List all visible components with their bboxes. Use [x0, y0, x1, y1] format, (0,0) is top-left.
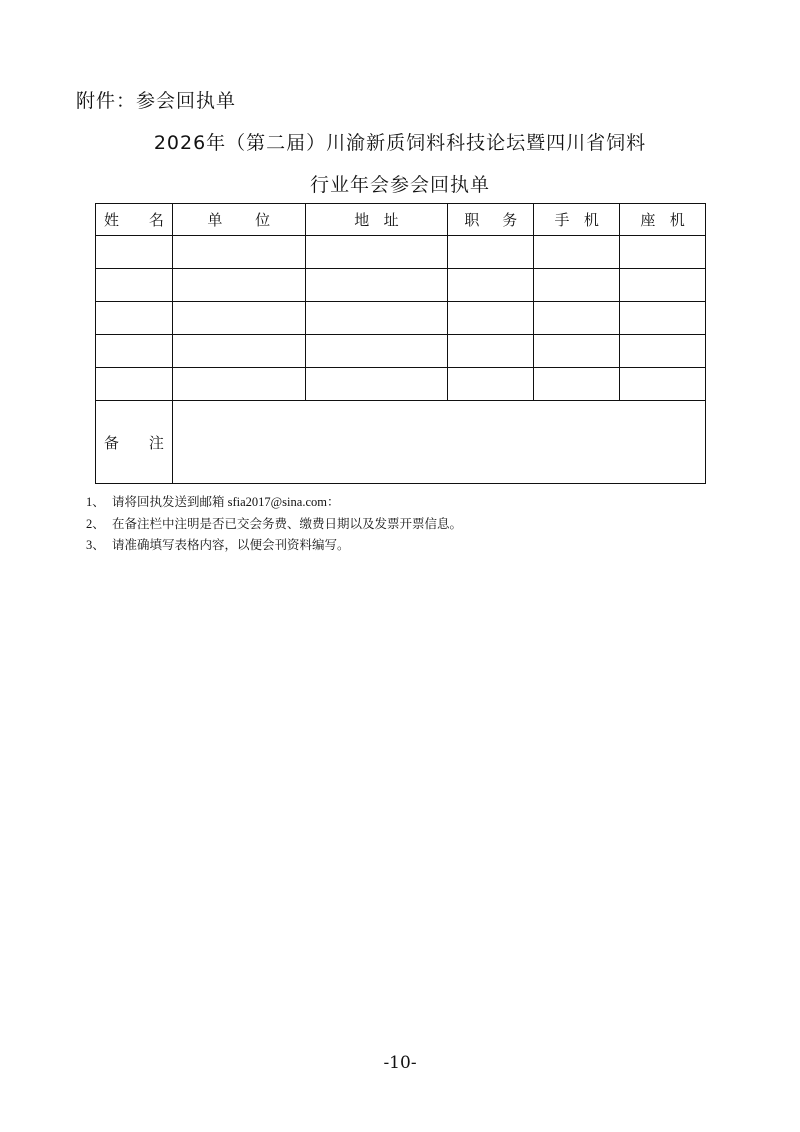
- form-title-line-2: 行业年会参会回执单: [309, 174, 490, 196]
- table-row: [96, 302, 706, 335]
- cell-address[interactable]: [305, 269, 448, 302]
- header-address: 地 址: [305, 204, 448, 236]
- form-title-line-1: 2026年（第二届）川渝新质饲料科技论坛暨四川省饲料: [153, 132, 647, 154]
- cell-organization[interactable]: [172, 368, 305, 401]
- cell-position[interactable]: [448, 368, 534, 401]
- cell-address[interactable]: [305, 236, 448, 269]
- cell-name[interactable]: [96, 269, 173, 302]
- note-item: 2、 在备注栏中注明是否已交会务费、缴费日期以及发票开票信息。: [86, 516, 463, 531]
- cell-name[interactable]: [96, 368, 173, 401]
- table-row: [96, 368, 706, 401]
- table-row: [96, 269, 706, 302]
- cell-mobile[interactable]: [534, 236, 620, 269]
- remark-row: [96, 401, 706, 484]
- cell-organization[interactable]: [172, 236, 305, 269]
- header-position: 职 务: [448, 204, 534, 236]
- table-header-row: [96, 204, 706, 236]
- header-name: 姓 名: [96, 204, 173, 236]
- cell-position[interactable]: [448, 302, 534, 335]
- cell-address[interactable]: [305, 335, 448, 368]
- cell-organization[interactable]: [172, 335, 305, 368]
- notes-list: [86, 492, 462, 557]
- cell-mobile[interactable]: [534, 302, 620, 335]
- cell-landline[interactable]: [620, 368, 706, 401]
- table-row: [96, 335, 706, 368]
- header-mobile: 手 机: [534, 204, 620, 236]
- remark-field[interactable]: [172, 401, 705, 484]
- cell-mobile[interactable]: [534, 368, 620, 401]
- cell-name[interactable]: [96, 335, 173, 368]
- note-item: 1、 请将回执发送到邮箱 sfia2017@sina.com：: [86, 495, 340, 509]
- cell-mobile[interactable]: [534, 335, 620, 368]
- cell-address[interactable]: [305, 368, 448, 401]
- cell-position[interactable]: [448, 335, 534, 368]
- cell-organization[interactable]: [172, 302, 305, 335]
- header-landline: 座 机: [620, 204, 706, 236]
- cell-organization[interactable]: [172, 269, 305, 302]
- header-organization: 单 位: [172, 204, 305, 236]
- cell-landline[interactable]: [620, 269, 706, 302]
- cell-landline[interactable]: [620, 236, 706, 269]
- cell-position[interactable]: [448, 269, 534, 302]
- cell-name[interactable]: [96, 236, 173, 269]
- attachment-label: 附件：参会回执单: [76, 90, 237, 112]
- cell-name[interactable]: [96, 302, 173, 335]
- note-item: 3、 请准确填写表格内容，以便会刊资料编写。: [86, 538, 350, 552]
- page-number: -10-: [383, 1053, 417, 1073]
- cell-landline[interactable]: [620, 302, 706, 335]
- cell-address[interactable]: [305, 302, 448, 335]
- table-row: [96, 236, 706, 269]
- cell-landline[interactable]: [620, 335, 706, 368]
- cell-mobile[interactable]: [534, 269, 620, 302]
- cell-position[interactable]: [448, 236, 534, 269]
- remark-label: 备 注: [96, 401, 173, 484]
- registration-table: [95, 203, 706, 484]
